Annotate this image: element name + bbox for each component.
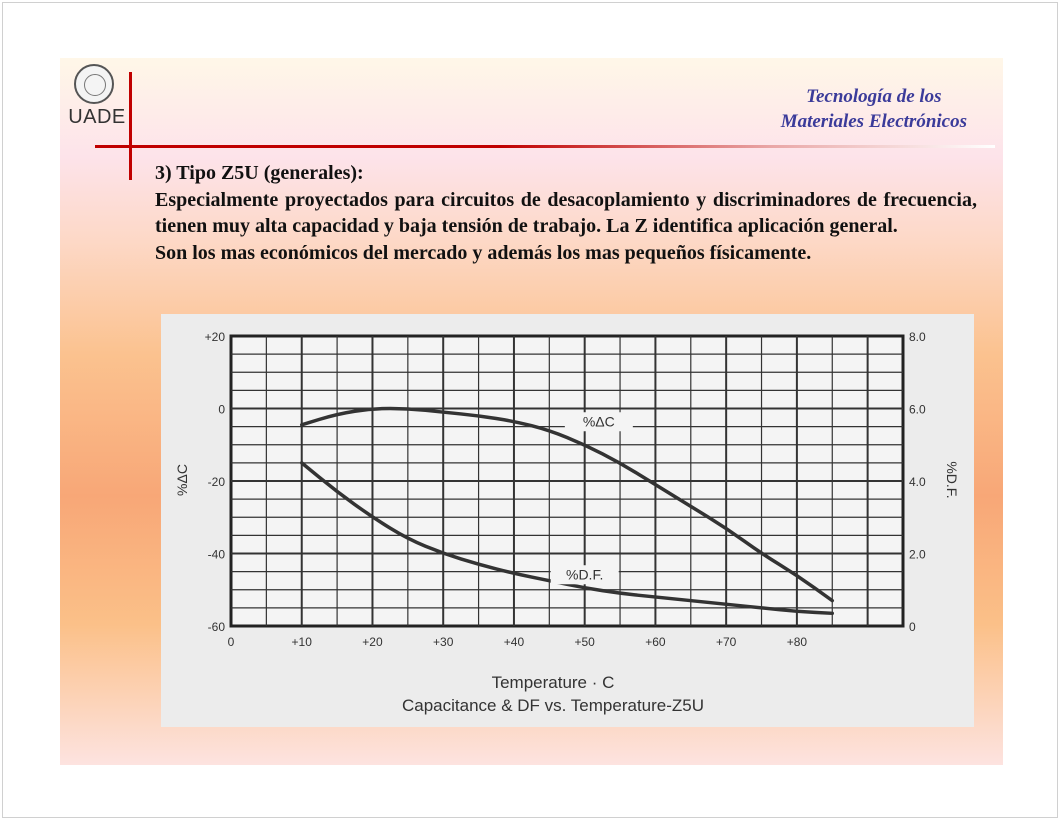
logo-text: UADE xyxy=(68,106,126,128)
course-title-line2: Materiales Electrónicos xyxy=(780,111,967,132)
slide-body xyxy=(155,160,977,266)
y-left-tick-label: -20 xyxy=(207,475,225,489)
chart-figure xyxy=(161,314,974,727)
x-tick-label: +40 xyxy=(503,635,525,649)
section-heading: 3) Tipo Z5U (generales): xyxy=(155,162,364,184)
red-vertical-rule xyxy=(129,72,132,180)
university-seal-icon xyxy=(74,64,114,104)
y-left-tick-label: -40 xyxy=(207,547,225,562)
y-left-tick-label: +20 xyxy=(204,330,225,344)
y-right-tick-label: 4.0 xyxy=(909,475,926,489)
course-title xyxy=(781,84,967,134)
y-left-tick-label: -60 xyxy=(207,620,225,634)
x-tick-label: +50 xyxy=(574,635,595,649)
course-title-line1: Tecnología de los xyxy=(806,86,942,107)
y-right-tick-label: 8.0 xyxy=(909,330,926,344)
series-label: %ΔC xyxy=(582,413,615,430)
x-tick-label: +10 xyxy=(291,635,312,649)
x-tick-label: +70 xyxy=(715,635,737,649)
y-right-tick-label: 0 xyxy=(909,620,916,634)
x-tick-label: +20 xyxy=(362,635,383,649)
x-tick-label: +80 xyxy=(786,635,808,649)
y-right-tick-label: 6.0 xyxy=(909,402,926,417)
series-label: %D.F. xyxy=(566,566,604,583)
red-horizontal-rule xyxy=(95,145,995,148)
chart-caption: Capacitance & DF vs. Temperature-Z5U xyxy=(401,696,705,715)
y-axis-right-label: %D.F. xyxy=(944,461,960,499)
x-tick-label: +60 xyxy=(645,635,666,649)
description-paragraph: Especialmente proyectados para circuitos de desacoplamiento y discriminadores de frecuencia, tienen muy alta capacidad y baja tensión de trabajo. La Z identifica aplicación general. xyxy=(155,188,977,237)
x-tick-label: 0 xyxy=(227,635,235,649)
capacitance-df-chart xyxy=(161,314,974,727)
y-right-tick-label: 2.0 xyxy=(909,547,926,562)
y-left-tick-label: 0 xyxy=(218,402,225,417)
x-axis-label: Temperature · C xyxy=(491,673,615,692)
uade-logo xyxy=(66,62,128,134)
y-axis-left-label: %ΔC xyxy=(174,464,190,496)
economy-paragraph: Son los mas económicos del mercado y además los mas pequeños físicamente. xyxy=(155,241,812,264)
x-tick-label: +30 xyxy=(433,635,454,649)
